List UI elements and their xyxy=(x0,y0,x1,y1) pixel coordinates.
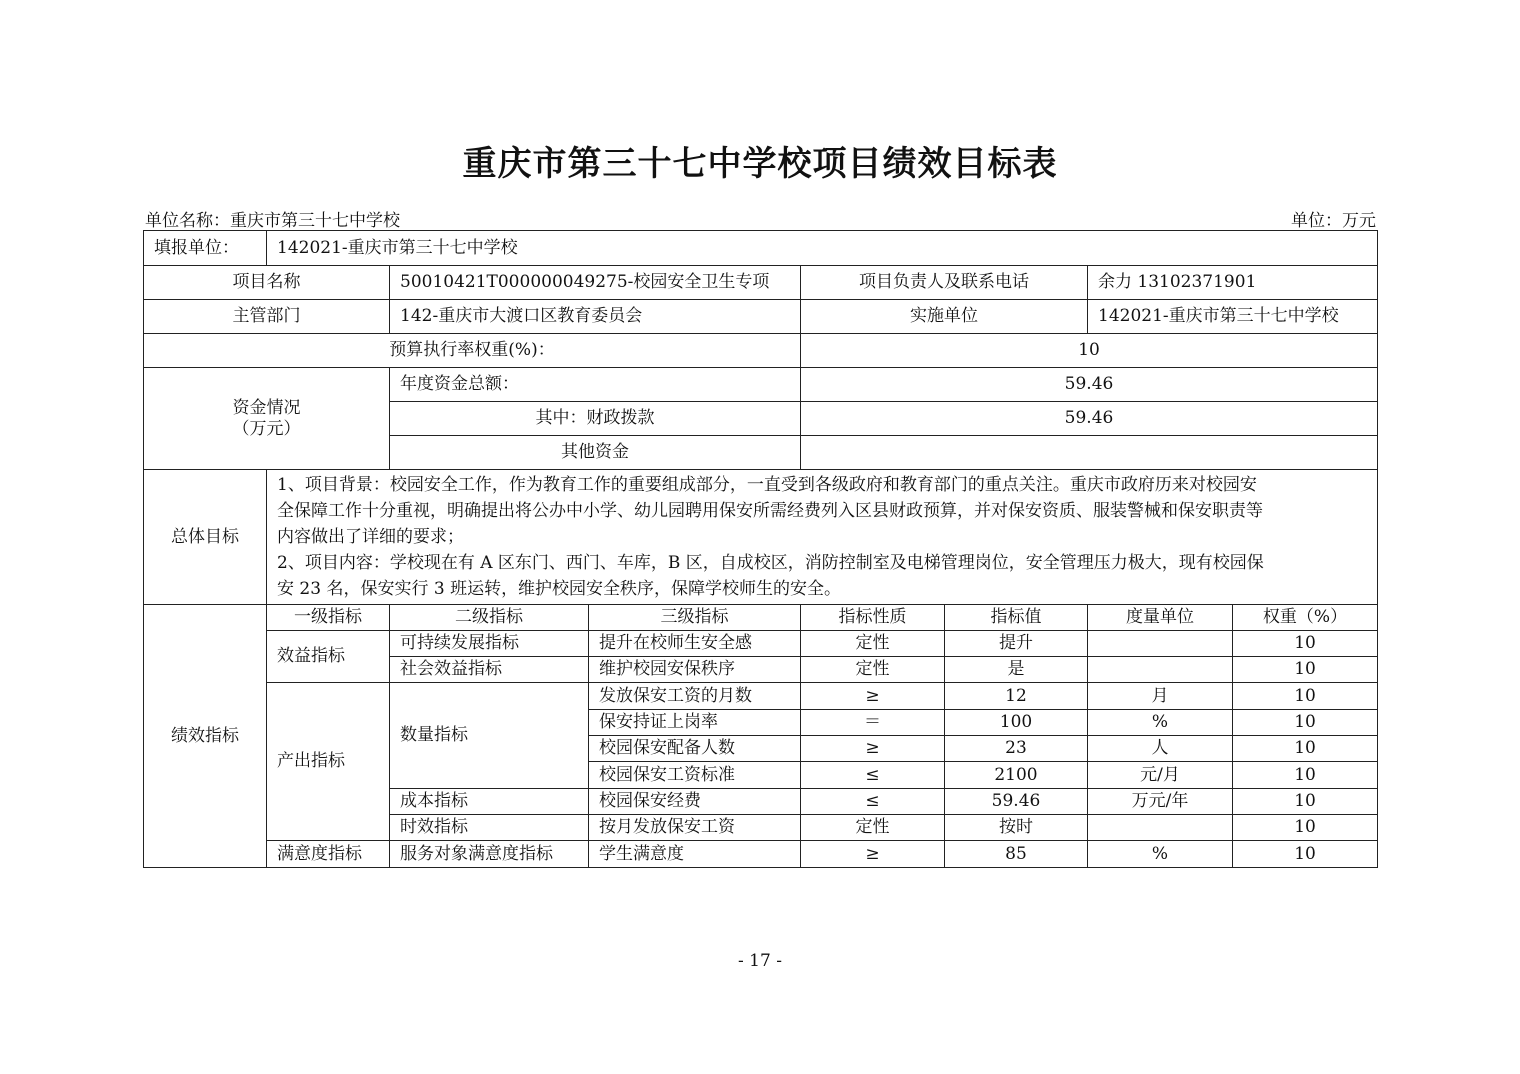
goal-label: 总体目标 xyxy=(144,470,267,605)
nature-cell: ＝ xyxy=(801,710,945,736)
weight-cell: 10 xyxy=(1233,762,1378,789)
weight-cell: 10 xyxy=(1233,710,1378,736)
fill-unit-label: 填报单位： xyxy=(144,231,267,266)
project-name-label: 项目名称 xyxy=(144,266,390,300)
weight-cell: 10 xyxy=(1233,789,1378,815)
unit-cell: % xyxy=(1088,710,1233,736)
contact-value: 余力 13102371901 xyxy=(1088,266,1378,300)
dept-row xyxy=(144,300,1378,334)
unit-cell xyxy=(1088,815,1233,841)
level3-cell: 维护校园安保秩序 xyxy=(589,657,801,683)
value-cell: 59.46 xyxy=(945,789,1088,815)
level2-timeliness: 时效指标 xyxy=(390,815,589,841)
table-row xyxy=(144,683,1378,710)
funds-label xyxy=(144,368,390,470)
level3-cell: 校园保安工资标准 xyxy=(589,762,801,789)
level2-quantity: 数量指标 xyxy=(390,683,589,789)
unit-cell: 人 xyxy=(1088,736,1233,762)
value-cell: 提升 xyxy=(945,631,1088,657)
nature-cell: ≤ xyxy=(801,762,945,789)
currency-unit: 单位：万元 xyxy=(1291,211,1376,231)
funds-total-label: 年度资金总额： xyxy=(390,368,801,402)
page-title: 重庆市第三十七中学校项目绩效目标表 xyxy=(462,144,1058,184)
header-level3: 三级指标 xyxy=(589,605,801,631)
level1-output: 产出指标 xyxy=(267,683,390,841)
table-row xyxy=(144,841,1378,868)
dept-value: 142-重庆市大渡口区教育委员会 xyxy=(390,300,801,334)
level2-cost: 成本指标 xyxy=(390,789,589,815)
budget-weight-value: 10 xyxy=(801,334,1378,368)
level3-cell: 按月发放保安工资 xyxy=(589,815,801,841)
performance-table xyxy=(143,230,1378,868)
nature-cell: ≥ xyxy=(801,683,945,710)
impl-value: 142021-重庆市第三十七中学校 xyxy=(1088,300,1378,334)
goal-line-1: 1、项目背景：校园安全工作，作为教育工作的重要组成部分，一直受到各级政府和教育部门的重点关注。重庆市政府历来对校园安 xyxy=(277,475,1257,495)
dept-label: 主管部门 xyxy=(144,300,390,334)
contact-label: 项目负责人及联系电话 xyxy=(801,266,1088,300)
impl-label: 实施单位 xyxy=(801,300,1088,334)
weight-cell: 10 xyxy=(1233,841,1378,868)
page-number: - 17 - xyxy=(738,951,782,971)
header-level1: 一级指标 xyxy=(267,605,390,631)
perf-header-row xyxy=(144,605,1378,631)
weight-cell: 10 xyxy=(1233,657,1378,683)
value-cell: 2100 xyxy=(945,762,1088,789)
header-nature: 指标性质 xyxy=(801,605,945,631)
unit-cell: 月 xyxy=(1088,683,1233,710)
unit-cell xyxy=(1088,631,1233,657)
unit-cell: 元/月 xyxy=(1088,762,1233,789)
value-cell: 按时 xyxy=(945,815,1088,841)
level1-benefit: 效益指标 xyxy=(267,631,390,683)
nature-cell: ≥ xyxy=(801,736,945,762)
level1-satisfaction: 满意度指标 xyxy=(267,841,390,868)
funds-other-value xyxy=(801,436,1378,470)
funds-fiscal-value: 59.46 xyxy=(801,402,1378,436)
table-row xyxy=(144,631,1378,657)
fill-unit-row xyxy=(144,231,1378,266)
budget-weight-row xyxy=(144,334,1378,368)
nature-cell: 定性 xyxy=(801,815,945,841)
goal-row xyxy=(144,470,1378,605)
nature-cell: ≥ xyxy=(801,841,945,868)
header-value: 指标值 xyxy=(945,605,1088,631)
level2-social: 社会效益指标 xyxy=(390,657,589,683)
level3-cell: 发放保安工资的月数 xyxy=(589,683,801,710)
header-unit: 度量单位 xyxy=(1088,605,1233,631)
goal-line-3: 内容做出了详细的要求； xyxy=(277,527,464,547)
budget-weight-label: 预算执行率权重(%)： xyxy=(144,334,801,368)
level2-service: 服务对象满意度指标 xyxy=(390,841,589,868)
funds-label-line2: （万元） xyxy=(232,418,301,439)
value-cell: 12 xyxy=(945,683,1088,710)
unit-cell: 万元/年 xyxy=(1088,789,1233,815)
level3-cell: 保安持证上岗率 xyxy=(589,710,801,736)
funds-fiscal-label: 其中：财政拨款 xyxy=(390,402,801,436)
unit-cell xyxy=(1088,657,1233,683)
funds-total-value: 59.46 xyxy=(801,368,1378,402)
goal-line-5: 安 23 名，保安实行 3 班运转，维护校园安全秩序，保障学校师生的安全。 xyxy=(277,579,842,599)
goal-line-4: 2、项目内容：学校现在有 A 区东门、西门、车库，B 区，自成校区，消防控制室及电梯管理岗位，安全管理压力极大，现有校园保 xyxy=(277,553,1264,573)
value-cell: 是 xyxy=(945,657,1088,683)
project-name-row xyxy=(144,266,1378,300)
value-cell: 85 xyxy=(945,841,1088,868)
level3-cell: 学生满意度 xyxy=(589,841,801,868)
weight-cell: 10 xyxy=(1233,736,1378,762)
perf-label: 绩效指标 xyxy=(144,605,267,868)
project-name-value: 50010421T000000049275-校园安全卫生专项 xyxy=(390,266,801,300)
goal-line-2: 全保障工作十分重视，明确提出将公办中小学、幼儿园聘用保安所需经费列入区县财政预算，并对保安资质、服装警械和保安职责等 xyxy=(277,501,1263,521)
nature-cell: ≤ xyxy=(801,789,945,815)
goal-text xyxy=(267,470,1378,605)
nature-cell: 定性 xyxy=(801,657,945,683)
weight-cell: 10 xyxy=(1233,815,1378,841)
funds-label-line1: 资金情况 xyxy=(232,398,301,419)
unit-cell: % xyxy=(1088,841,1233,868)
funds-total-row xyxy=(144,368,1378,402)
value-cell: 100 xyxy=(945,710,1088,736)
weight-cell: 10 xyxy=(1233,683,1378,710)
level3-cell: 校园保安配备人数 xyxy=(589,736,801,762)
level3-cell: 校园保安经费 xyxy=(589,789,801,815)
header-weight: 权重（%） xyxy=(1233,605,1378,631)
value-cell: 23 xyxy=(945,736,1088,762)
unit-name: 单位名称：重庆市第三十七中学校 xyxy=(145,211,400,231)
nature-cell: 定性 xyxy=(801,631,945,657)
level2-sustain: 可持续发展指标 xyxy=(390,631,589,657)
level3-cell: 提升在校师生安全感 xyxy=(589,631,801,657)
fill-unit-value: 142021-重庆市第三十七中学校 xyxy=(267,231,1378,266)
header-level2: 二级指标 xyxy=(390,605,589,631)
weight-cell: 10 xyxy=(1233,631,1378,657)
funds-other-label: 其他资金 xyxy=(390,436,801,470)
